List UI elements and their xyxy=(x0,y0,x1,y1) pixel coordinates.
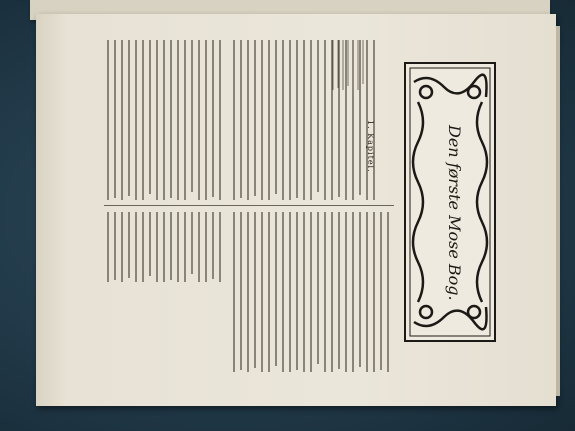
column-divider xyxy=(104,205,394,206)
text-column-upper-left xyxy=(104,40,224,200)
chapter-heading: 1. Kapitel. xyxy=(366,120,375,173)
text-column-lower-right xyxy=(230,212,395,372)
text-column-lower-left xyxy=(104,212,224,282)
page-stack-edge xyxy=(556,26,560,396)
book-title: Den første Mose Bog. xyxy=(445,125,464,301)
footnote-block xyxy=(330,40,370,90)
